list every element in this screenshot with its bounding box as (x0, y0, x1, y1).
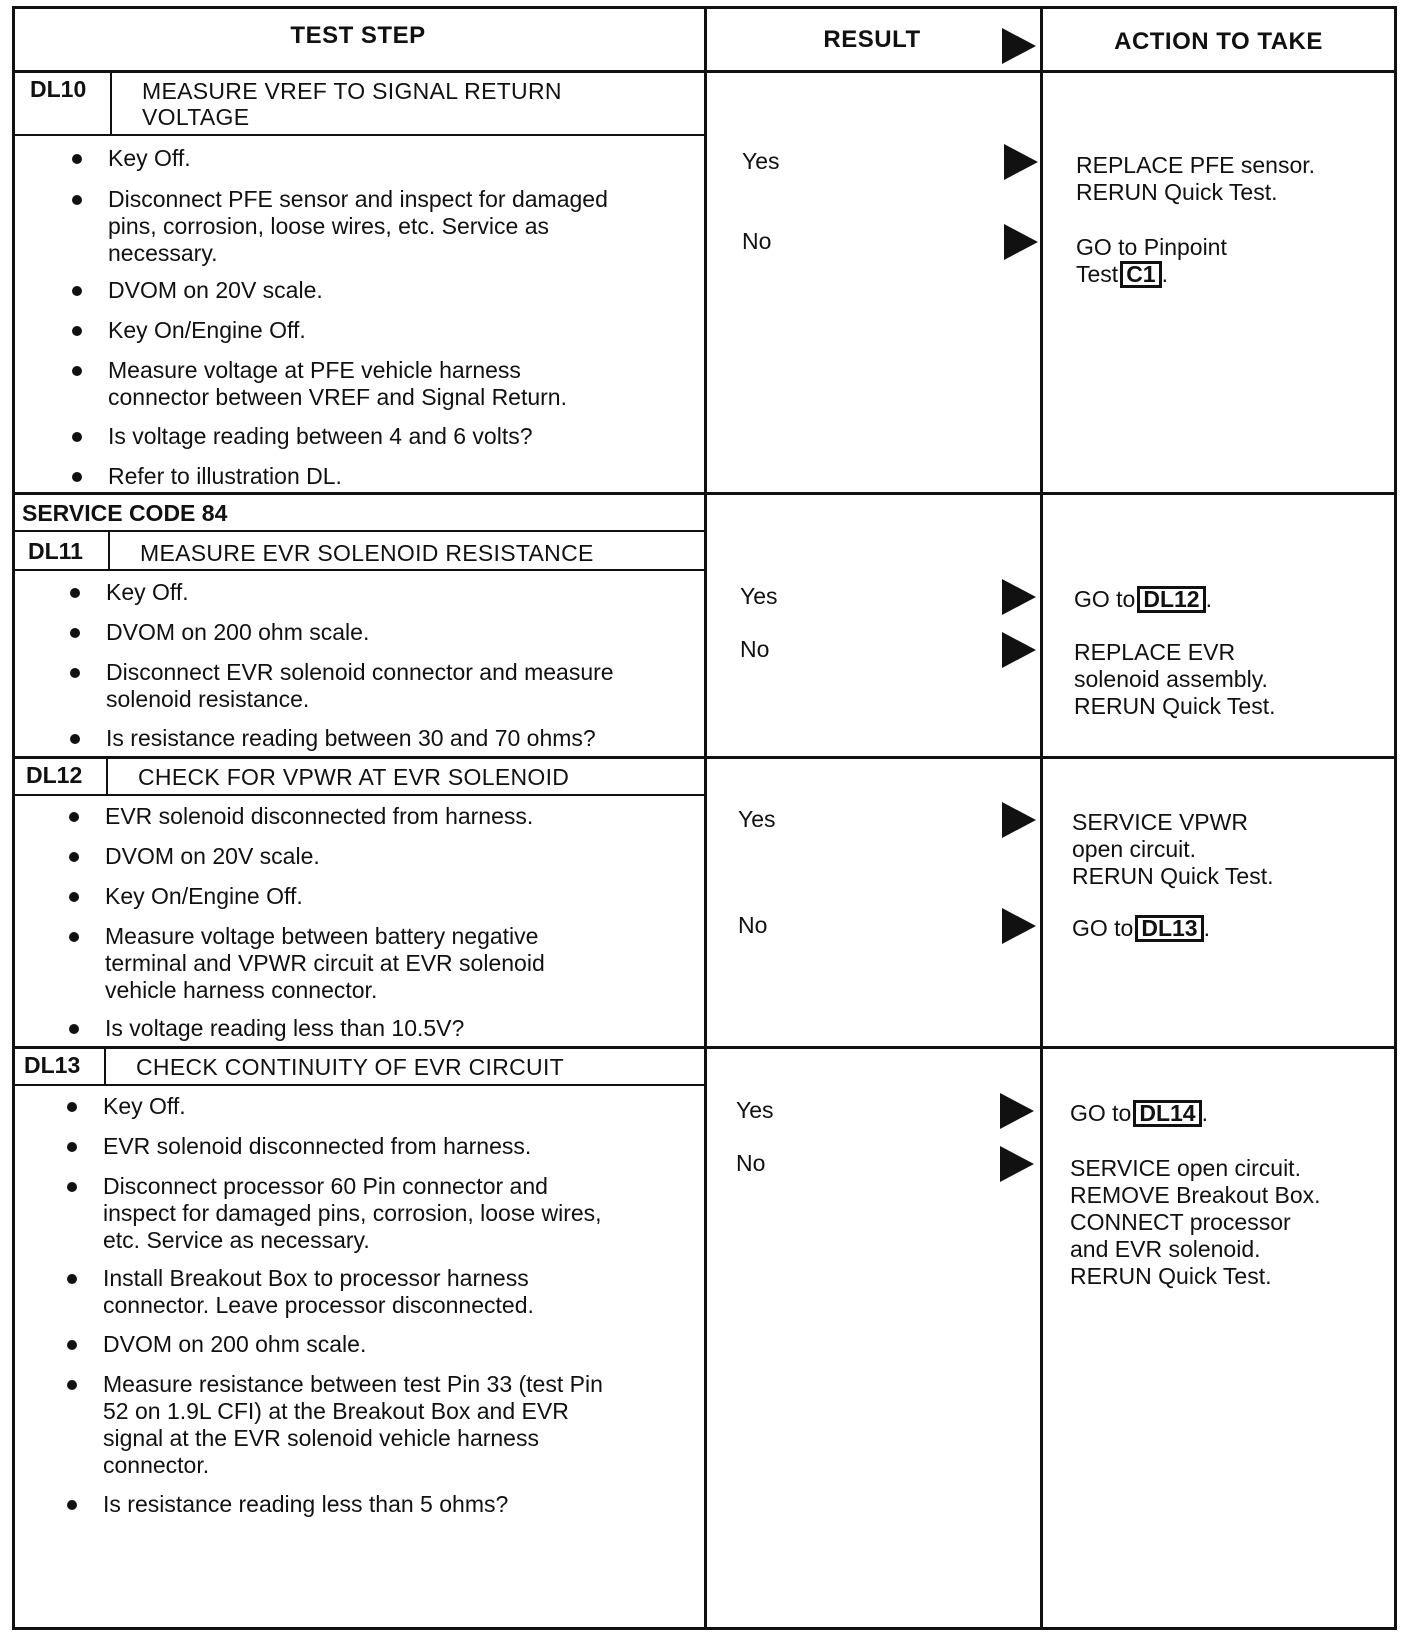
section-border (12, 756, 1397, 759)
step-code: DL12 (26, 762, 83, 788)
action-suffix: . (1161, 261, 1168, 287)
step-bullet: DVOM on 20V scale. (105, 843, 320, 869)
bullet-icon (67, 1380, 77, 1390)
action-text (1072, 809, 1274, 890)
result-no: No (736, 1150, 766, 1176)
bullet-icon (70, 734, 80, 744)
step-code: DL11 (28, 538, 83, 564)
action-label: GO to (1072, 915, 1134, 941)
test-reference-link[interactable]: DL13 (1135, 915, 1203, 942)
result-arrow-icon (1004, 144, 1038, 180)
code-divider (108, 530, 110, 570)
action-label: REPLACE EVR solenoid assembly. RERUN Quick Test. (1074, 639, 1276, 719)
bullet-icon (69, 812, 79, 822)
action-text (1070, 1155, 1321, 1290)
step-bullet: Measure voltage between battery negative terminal and VPWR circuit at EVR solenoid vehicle harness connector. (105, 923, 545, 1003)
action-text (1074, 639, 1276, 720)
diagnostic-table (12, 6, 1402, 1630)
action-text (1072, 915, 1210, 942)
action-label: SERVICE open circuit. REMOVE Breakout Box. CONNECT processor and EVR solenoid. RERUN Quick Test. (1070, 1155, 1321, 1289)
step-bullet: Is resistance reading less than 5 ohms? (103, 1491, 509, 1517)
action-text (1074, 586, 1212, 613)
step-title-border (12, 794, 704, 796)
service-code-label: SERVICE CODE 84 (22, 500, 228, 526)
bullet-icon (69, 892, 79, 902)
action-label: GO to Pinpoint Test (1076, 234, 1227, 287)
header-bottom-border (12, 70, 1397, 73)
result-arrow-icon (1000, 1146, 1034, 1182)
result-no: No (738, 912, 768, 938)
step-bullet: Key Off. (106, 579, 189, 605)
step-bullet: Measure voltage at PFE vehicle harness connector between VREF and Signal Return. (108, 357, 567, 410)
bullet-icon (67, 1340, 77, 1350)
step-bullet: Disconnect EVR solenoid connector and measure solenoid resistance. (106, 659, 614, 712)
step-bullet: EVR solenoid disconnected from harness. (103, 1133, 532, 1159)
bullet-icon (69, 932, 79, 942)
step-title: CHECK FOR VPWR AT EVR SOLENOID (138, 764, 570, 790)
step-title: CHECK CONTINUITY OF EVR CIRCUIT (136, 1054, 565, 1080)
action-label: SERVICE VPWR open circuit. RERUN Quick Test. (1072, 809, 1274, 889)
action-text (1076, 152, 1315, 206)
bullet-icon (69, 852, 79, 862)
bullet-icon (72, 432, 82, 442)
bullet-icon (67, 1274, 77, 1284)
column-divider-result (704, 6, 707, 1630)
table-right-border (1394, 6, 1397, 1630)
bullet-icon (72, 366, 82, 376)
result-arrow-icon (1002, 632, 1036, 668)
step-title: MEASURE VREF TO SIGNAL RETURN VOLTAGE (142, 78, 562, 130)
step-title: MEASURE EVR SOLENOID RESISTANCE (140, 540, 594, 566)
result-arrow-icon (1002, 908, 1036, 944)
step-title-border (12, 569, 704, 571)
bullet-icon (72, 195, 82, 205)
result-no: No (740, 636, 770, 662)
step-bullet: Key On/Engine Off. (108, 317, 306, 343)
step-bullet: Install Breakout Box to processor harness connector. Leave processor disconnected. (103, 1265, 534, 1318)
action-suffix: . (1205, 586, 1212, 612)
action-label: REPLACE PFE sensor. RERUN Quick Test. (1076, 152, 1316, 205)
result-yes: Yes (742, 148, 780, 174)
result-arrow-icon (1002, 579, 1036, 615)
section-border (12, 492, 1397, 495)
step-bullet: Disconnect processor 60 Pin connector and inspect for damaged pins, corrosion, loose wires, etc. Service as necessary. (103, 1173, 602, 1253)
header-test-step: TEST STEP (290, 22, 426, 49)
action-suffix: . (1201, 1100, 1208, 1126)
step-title-border (12, 1084, 704, 1086)
step-bullet: Key Off. (103, 1093, 186, 1119)
step-bullet: Is voltage reading between 4 and 6 volts? (108, 423, 533, 449)
step-bullet: Key Off. (108, 145, 191, 171)
bullet-icon (70, 628, 80, 638)
action-text (1076, 234, 1227, 288)
result-arrow-icon (1000, 1093, 1034, 1129)
header-result: RESULT (823, 26, 921, 53)
test-reference-link[interactable]: DL12 (1137, 586, 1205, 613)
bullet-icon (72, 326, 82, 336)
step-code: DL10 (30, 76, 87, 102)
column-divider-action (1040, 6, 1043, 1630)
bullet-icon (72, 472, 82, 482)
bullet-icon (67, 1182, 77, 1192)
result-yes: Yes (736, 1097, 774, 1123)
bullet-icon (67, 1500, 77, 1510)
action-label: GO to (1074, 586, 1136, 612)
step-bullet: DVOM on 20V scale. (108, 277, 323, 303)
step-bullet: Key On/Engine Off. (105, 883, 303, 909)
code-divider (106, 756, 108, 796)
test-reference-link[interactable]: C1 (1120, 261, 1161, 288)
service-code-border (12, 530, 704, 532)
step-bullet: Is voltage reading less than 10.5V? (105, 1015, 465, 1041)
result-no: No (742, 228, 772, 254)
bullet-icon (70, 588, 80, 598)
bullet-icon (72, 154, 82, 164)
step-title-border (12, 134, 704, 136)
table-left-border (12, 6, 15, 1630)
bullet-icon (72, 286, 82, 296)
action-label: GO to (1070, 1100, 1132, 1126)
step-bullet: Is resistance reading between 30 and 70 ohms? (106, 725, 596, 751)
bullet-icon (67, 1142, 77, 1152)
action-text (1070, 1100, 1208, 1127)
result-arrow-icon (1002, 802, 1036, 838)
step-bullet: Measure resistance between test Pin 33 (test Pin 52 on 1.9L CFI) at the Breakout Box and EVR signal at the EVR solenoid vehicle harness connector. (103, 1371, 603, 1478)
bullet-icon (70, 668, 80, 678)
step-bullet: Refer to illustration DL. (108, 463, 342, 489)
step-bullet: DVOM on 200 ohm scale. (106, 619, 370, 645)
result-arrow-icon (1004, 224, 1038, 260)
test-reference-link[interactable]: DL14 (1133, 1100, 1201, 1127)
result-yes: Yes (738, 806, 776, 832)
bullet-icon (69, 1024, 79, 1034)
section-border (12, 1046, 1397, 1049)
step-bullet: EVR solenoid disconnected from harness. (105, 803, 534, 829)
code-divider (110, 70, 112, 136)
step-bullet: DVOM on 200 ohm scale. (103, 1331, 367, 1357)
bullet-icon (67, 1102, 77, 1112)
header-arrow-icon (1002, 28, 1036, 64)
header-action: ACTION TO TAKE (1114, 28, 1323, 55)
code-divider (104, 1046, 106, 1086)
step-bullet: Disconnect PFE sensor and inspect for damaged pins, corrosion, loose wires, etc. Service as necessary. (108, 186, 608, 266)
action-suffix: . (1203, 915, 1210, 941)
step-code: DL13 (24, 1052, 81, 1078)
result-yes: Yes (740, 583, 778, 609)
